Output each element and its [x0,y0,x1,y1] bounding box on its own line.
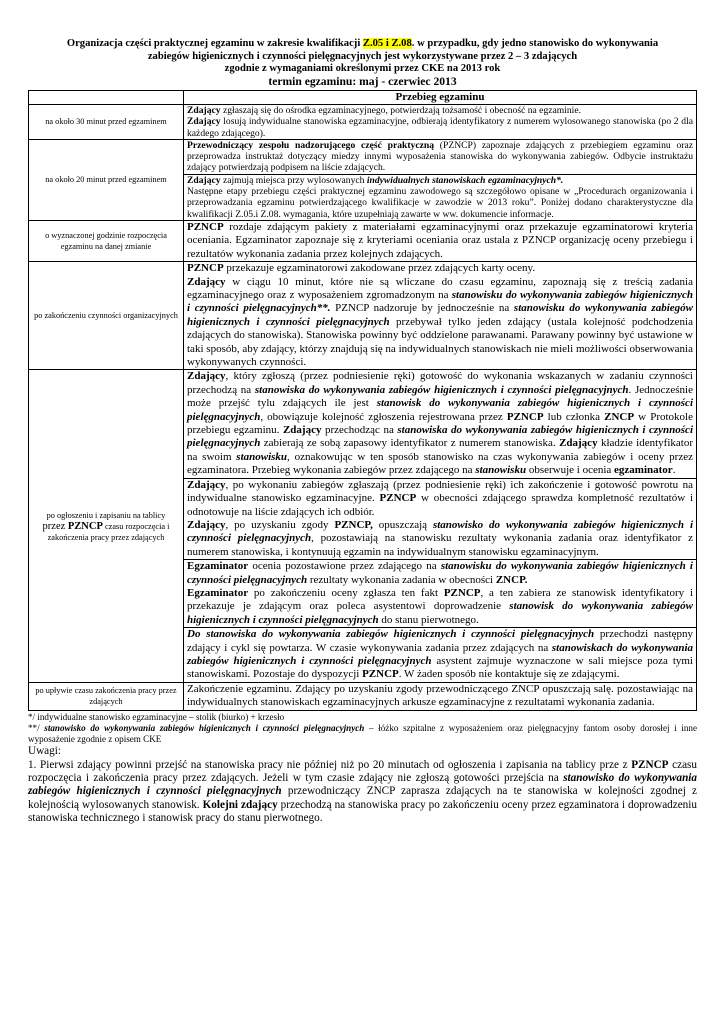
document-page [28,38,697,825]
description-cell: Zakończenie egzaminu. Zdający po uzyskaniu zgody przewodniczącego ZNCP opuszczają salę. pozostawiając na indywidualnych stanowiskach egzaminacyjnych arkusze egzaminacyjne z rezultatami wykonania zadania. [184,682,697,710]
paragraph: Następne etapy przebiegu części praktycznej egzaminu zawodowego są szczegółowo opisane w „Procedurach organizowania i przeprowadzania egzaminu potwierdzającego kwalifikacje w zawodzie w 2013 roku”. Poniżej dodano charakterystyczne dla kwalifikacji Z.05.i Z.08. wymagania, które uzupełniają zawarte w ww. dokumencie informacje. [187,186,693,220]
paragraph: PZNCP rozdaje zdającym pakiety z materiałami egzaminacyjnymi oraz przekazuje egzaminatorowi kryteria oceniania. Egzaminator zapoznaje się z kryteriami oceniania oraz ustala z PZNCP organizację oceny przebiegu i rezultatów wykonania zadania przez kolejnych zdających. [187,220,693,260]
paragraph: Egzaminator ocenia pozostawione przez zdającego na stanowisku do wykonywania zabiegów higienicznych i czynności pielęgnacyjnych rezultaty wykonania zadania w obecności ZNCP. [187,560,693,586]
time-cell: po zakończeniu czynności organizacyjnych [29,262,184,370]
footnotes [28,712,697,746]
paragraph: Zdający w ciągu 10 minut, które nie są wliczane do czasu egzaminu, zapoznają się z treścią zadania egzaminacyjnego oraz z wyposażeniem zgromadzonym na stanowisku do wykonywania zabiegów higienicznych i czynności pielęgnacyjnych**. PZNCP nadzoruje by jednocześnie na stanowisku do wykonywania zabiegów higienicznych i czynności pielęgnacyjnych przebywał tylko jeden zdający (ustala kolejność podchodzenia zdających do stanowiska). Stanowiska powinny być oddzielone parawanami. Parawany powinny być ustawione w taki sposób, aby zdający, którzy znajdują się na indywidualnych stanowiskach nie mieli możliwości obserwowania wykonywanych czynności. [187,275,693,369]
paragraph: Zdający, który zgłoszą (przez podniesienie ręki) gotowość do wykonania wskazanych w zadaniu czynności przechodzą na stanowiska do wykonywania zabiegów higienicznych i czynności pielęgnacyjnych. Jednocześnie może przejść tylu zdających ile jest stanowisk do wykonywania zabiegów higienicznych i czynności pielęgnacyjnych, obowiązuje kolejność zgłoszenia rejestrowana przez PZNCP lub członka ZNCP w Protokole przebiegu egzaminu. Zdający przechodząc na stanowiska do wykonywania zabiegów higienicznych i czynności pielęgnacyjnych zabierają ze sobą zapasowy identyfikator z numerem stanowiska. Zdający kładzie identyfikator na swoim stanowisku, oznakowując w ten sposób stanowisko na czas wykonywania zabiegów i oceny przez egzaminatora. Przebieg wykonania zabiegów przez zdającego na stanowisku obserwuje i ocenia egzaminator. [187,370,693,477]
document-header [28,38,697,88]
footnote-1: */ indywidualne stanowisko egzaminacyjne – stolik (biurko) + krzesło [28,711,285,722]
description-cell [184,628,697,683]
table-row [29,370,697,478]
description-cell [184,174,697,220]
paragraph: PZNCP przekazuje egzaminatorowi zakodowane przez zdających karty oceny. [187,262,536,275]
paragraph: Zdający zgłaszają się do ośrodka egzaminacyjnego, potwierdzają tożsamość i obecność na egzaminie. [187,105,581,116]
header-line-3: zgodnie z wymaganiami określonymi przez CKE na 2013 rok [224,63,501,74]
header-text: Organizacja części praktycznej egzaminu w zakresie kwalifikacji [66,38,363,49]
table-header-row [29,91,697,105]
description-cell [184,220,697,261]
paragraph: Przewodniczący zespołu nadzorującego część praktyczną (PZNCP) zapoznaje zdających z przebiegiem egzaminu oraz przeprowadza instruktaż dotyczący miedzy innymi wyposażenia stanowiska do wykonywania zabiegów. Odbycie instruktażu zdający potwierdzają podpisem na liście zdających. [187,139,693,174]
table-row [29,262,697,370]
paragraph: Zdający, po wykonaniu zabiegów zgłaszają (przez podniesienie ręki) ich zakończenie i gotowość powrotu na indywidualne stanowisko egzaminacyjne. PZNCP w obecności zdającego sprawdza kompletność rezultatów i odnotowuje na liście zdających ich odbiór. [187,478,694,518]
remarks-paragraph: 1. Pierwsi zdający powinni przejść na stanowiska pracy nie później niż po 20 minutach od ogłoszenia i zapisania na tablicy prze z PZNCP czasu rozpoczęcia i zakończenia pracy przez zdających. Jeżeli w tym czasie zdający nie zgłoszą gotowości przejścia na stanowisko do wykonywania zabiegów higienicznych i czynności pielęgnacyjnych przewodniczący ZNCP zaprasza zdających na te stanowiska w kolejności zgodnej z kolejnością wylosowanych stanowisk. Kolejni zdający przechodzą na stanowiska pracy po zakończeniu oceny przez egzaminatora i doprowadzeniu stanowiska technicznego i stanowisk pracy do stanu pierwotnego. [28,758,697,824]
footnote-2: **/ stanowisko do wykonywania zabiegów higienicznych i czynności pielęgnacyjnych – łóżko szpitalne z wyposażeniem oraz pielęgnacyjny fantom osoby dorosłej i inne wyposażenie zgodnie z opisem CKE [28,722,697,745]
description-cell [184,139,697,174]
header-line-2: zabiegów higienicznych i czynności pielęgnacyjnych jest wykorzystywane przez 2 – 3 zdających [147,50,578,62]
header-line-1 [28,38,697,51]
header-text: . w przypadku, gdy jedno stanowisko do wykonywania [411,38,659,49]
paragraph: Zdający zajmują miejsca przy wylosowanych indywidualnych stanowiskach egzaminacyjnych*. [187,174,564,186]
exam-term: termin egzaminu: maj - czerwiec 2013 [268,74,457,88]
paragraph: Do stanowiska do wykonywania zabiegów higienicznych i czynności pielęgnacyjnych przechodzi następny zdający i cykl się powtarza. W czasie wykonywania zadania przez zdających na stanowiskach do wykonywania zabiegów higienicznych i czynności pielęgnacyjnych asystent zajmuje wyznaczone w sali miejsce poza tymi stanowiskami. Pozostaje do dyspozycji PZNCP. W żaden sposób nie kontaktuje się ze zdającymi. [187,628,693,681]
time-cell: po ogłoszeniu i zapisaniu na tablicy przez PZNCP czasu rozpoczęcia i zakończenia pracy przez zdających [29,370,184,682]
table-row [29,105,697,140]
description-cell [184,560,697,628]
description-cell [184,262,697,370]
time-cell: o wyznaczonej godzinie rozpoczęcia egzaminu na danej zmianie [29,220,184,261]
empty-header-cell [29,91,184,105]
paragraph: Zdający losują indywidualne stanowiska egzaminacyjne, odbierają identyfikatory z numerem wylosowanego stanowiska (po 2 dla każdego zdającego). [187,116,693,139]
table-row [29,682,697,710]
table-row [29,220,697,261]
time-cell: na około 30 minut przed egzaminem [29,105,184,140]
time-cell: po upływie czasu zakończenia pracy przez zdających [29,682,184,710]
table-row [29,139,697,174]
exam-schedule-table [28,90,697,711]
paragraph: Egzaminator po zakończeniu oceny zgłasza ten fakt PZNCP, a ten zabiera ze stanowisk identyfikatory i przekazuje je zdającym oraz poleca asystentowi doprowadzenie stanowisk do wykonywania zabiegów higienicznych i czynności pielęgnacyjnych do stanu pierwotnego. [187,586,693,626]
description-cell [184,370,697,478]
time-cell: na około 20 minut przed egzaminem [29,139,184,220]
description-cell [184,478,697,559]
remarks-label: Uwagi: [28,745,61,758]
column-header: Przebieg egzaminu [184,91,697,105]
description-cell [184,105,697,140]
remarks [28,745,697,825]
qualification-highlight: Z.05 i Z.08 [362,38,412,49]
paragraph: Zdający, po uzyskaniu zgody PZNCP, opuszczają stanowisko do wykonywania zabiegów higienicznych i czynności pielęgnacyjnych, pozostawiają na stanowisku rezultaty wykonania zadania oraz identyfikator z numerem stanowiska, i kontynuują egzamin na indywidualnym stanowisku egzaminacyjnym. [187,518,694,558]
